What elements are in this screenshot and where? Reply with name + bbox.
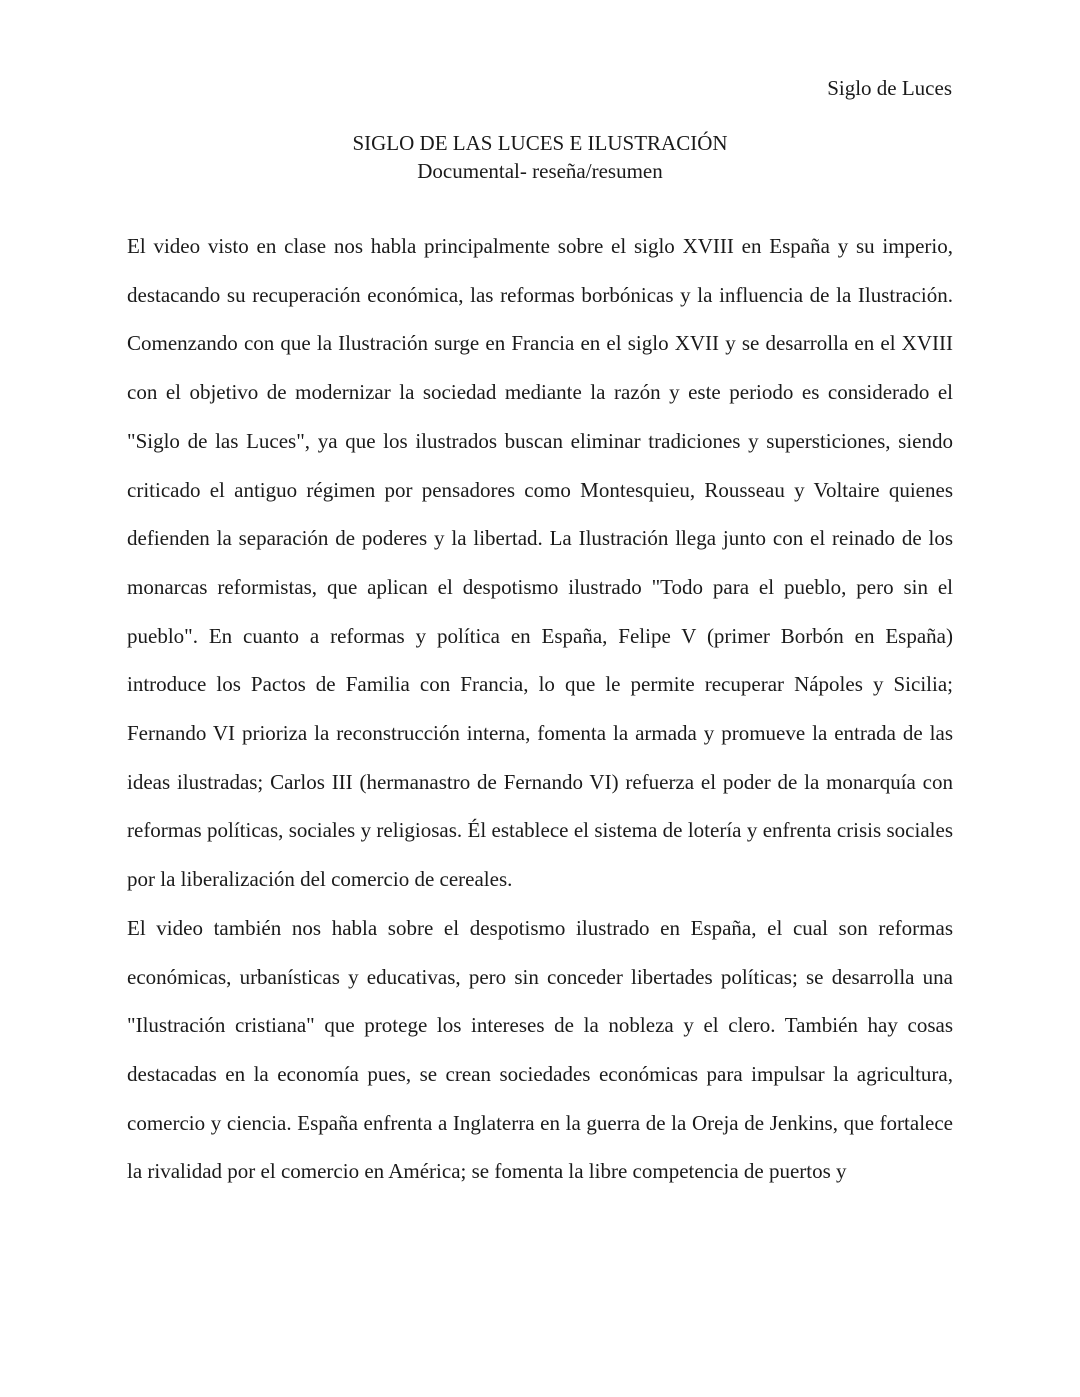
paragraph: El video visto en clase nos habla principalmente sobre el siglo XVIII en España y su imperio, destacando su recuperación económica, las reformas borbónicas y la influencia de la Ilustración. Comenzando con que la Ilustración surge en Francia en el siglo XVII y se desarrolla en el XVIII con el objetivo de modernizar la sociedad mediante la razón y este periodo es considerado el "Siglo de las Luces", ya que los ilustrados buscan eliminar tradiciones y supersticiones, siendo criticado el antiguo régimen por pensadores como Montesquieu, Rousseau y Voltaire quienes defienden la separación de poderes y la libertad. La Ilustración llega junto con el reinado de los monarcas reformistas, que aplican el despotismo ilustrado "Todo para el pueblo, pero sin el pueblo". En cuanto a reformas y política en España, Felipe V (primer Borbón en España) introduce los Pactos de Familia con Francia, lo que le permite recuperar Nápoles y Sicilia; Fernando VI prioriza la reconstrucción interna, fomenta la armada y promueve la entrada de las ideas ilustradas; Carlos III (hermanastro de Fernando VI) refuerza el poder de la monarquía con reformas políticas, sociales y religiosas. Él establece el sistema de lotería y enfrenta crisis sociales por la liberalización del comercio de cereales. — [127, 234, 953, 892]
document-subtitle: Documental- reseña/resumen — [417, 159, 663, 183]
paragraph: El video también nos habla sobre el despotismo ilustrado en España, el cual son reformas económicas, urbanísticas y educativas, pero sin conceder libertades políticas; se desarrolla una "Ilustración cristiana" que protege los intereses de la nobleza y el clero. También hay cosas destacadas en la economía pues, se crean sociedades económicas para impulsar la agricultura, comercio y ciencia. España enfrenta a Inglaterra en la guerra de la Oreja de Jenkins, que fortalece la rivalidad por el comercio en América; se fomenta la libre competencia de puertos y — [127, 915, 953, 1184]
title-block — [0, 129, 1080, 185]
running-header: Siglo de Luces — [827, 76, 952, 100]
document-title: SIGLO DE LAS LUCES E ILUSTRACIÓN — [352, 131, 728, 155]
document-body — [127, 222, 953, 1196]
